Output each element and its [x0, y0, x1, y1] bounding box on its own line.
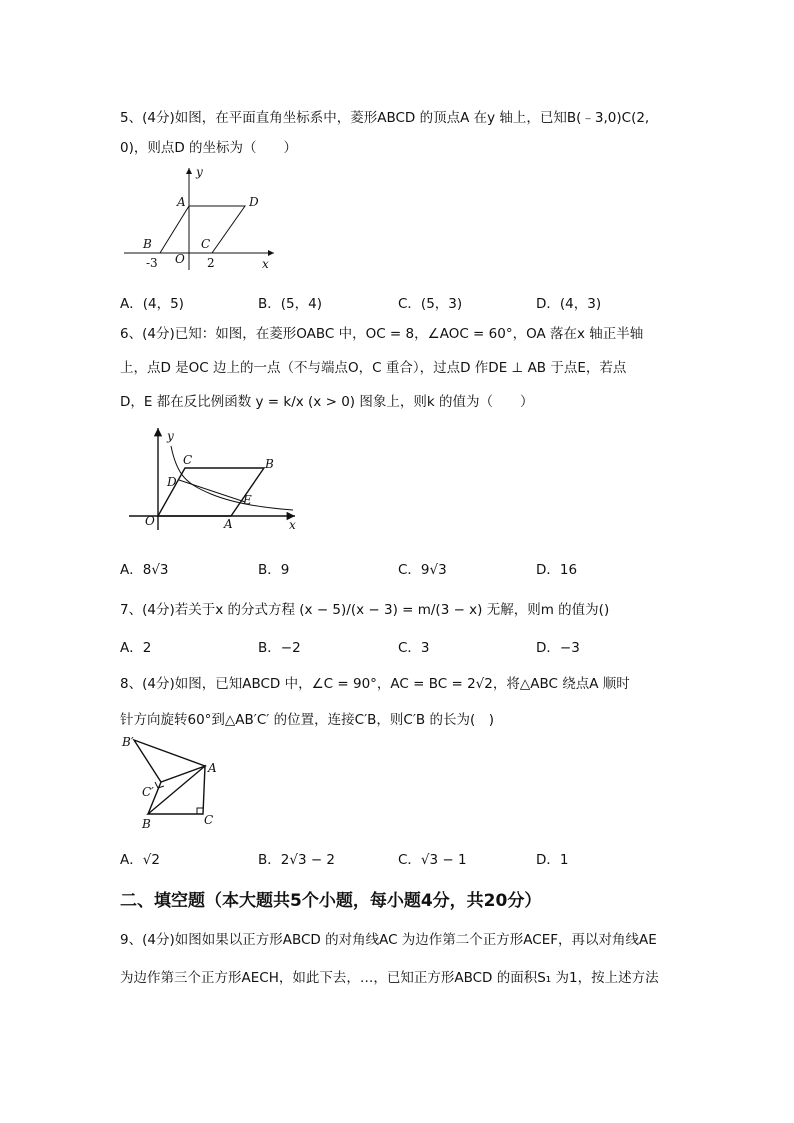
q8-option-b[interactable]: B．2√3 − 2 [258, 852, 336, 868]
q7-option-d[interactable]: D．−3 [536, 640, 580, 656]
q9-text-line2: 为边作第三个正方形AECH，如此下去，…，已知正方形ABCD 的面积S₁ 为1，按上述方法 [120, 970, 659, 986]
q6-label-y: y [167, 429, 174, 443]
q5-text-line1: 5、(4分)如图，在平面直角坐标系中，菱形ABCD 的顶点A 在y 轴上，已知B(﹣3,0)C(2, [120, 110, 650, 126]
q8-options [120, 848, 680, 868]
q5-label-y: y [196, 165, 203, 179]
q6-label-E: E [243, 493, 252, 507]
q6-figure [125, 424, 305, 536]
q6-text-line1: 6、(4分)已知：如图，在菱形OABC 中，OC = 8，∠AOC = 60°，OA 落在x 轴正半轴 [120, 326, 644, 342]
q7-option-c[interactable]: C．3 [398, 640, 430, 656]
q5-option-a[interactable]: A．(4，5) [120, 296, 184, 312]
q6-segment-DE [179, 480, 245, 502]
q6-text-line3: D，E 都在反比例函数 y = k/x (x > 0) 图象上，则k 的值为（ ） [120, 394, 534, 410]
q5-option-b[interactable]: B．(5，4) [258, 296, 322, 312]
q5-label-B: B [143, 237, 152, 251]
q8-label-Cp: C′ [142, 785, 154, 799]
q8-option-d[interactable]: D．1 [536, 852, 569, 868]
q8-label-A: A [208, 761, 217, 775]
section-heading-fill-in: 二、填空题（本大题共5个小题，每小题4分，共20分） [120, 891, 542, 911]
q5-tick-2: 2 [207, 256, 215, 270]
q6-option-a[interactable]: A．8√3 [120, 562, 169, 578]
q7-text-line1: 7、(4分)若关于x 的分式方程 (x − 5)/(x − 3) = m/(3 − x) 无解，则m 的值为() [120, 602, 610, 618]
q9-text-line1: 9、(4分)如图如果以正方形ABCD 的对角线AC 为边作第二个正方形ACEF，再以对角线AE [120, 932, 657, 948]
q5-tick-minus3: -3 [146, 256, 158, 270]
q8-option-a[interactable]: A．√2 [120, 852, 160, 868]
q6-label-D: D [167, 475, 177, 489]
q8-option-c[interactable]: C．√3 − 1 [398, 852, 467, 868]
q6-option-b[interactable]: B．9 [258, 562, 290, 578]
q8-triangle-ABC [148, 766, 205, 814]
q7-options [120, 636, 680, 656]
q8-label-B: B [142, 817, 151, 831]
q5-option-c[interactable]: C．(5，3) [398, 296, 463, 312]
q5-option-d[interactable]: D．(4，3) [536, 296, 602, 312]
q8-figure [118, 732, 228, 834]
q5-label-O: O [175, 252, 185, 266]
q5-label-C: C [201, 237, 211, 251]
q5-text-line2: 0)，则点D 的坐标为（ ） [120, 140, 298, 156]
q5-figure [118, 164, 288, 274]
q6-options [120, 558, 680, 578]
q7-option-a[interactable]: A．2 [120, 640, 152, 656]
q8-label-Bp: B′ [122, 735, 134, 749]
q8-label-C: C [204, 813, 214, 827]
q5-label-x: x [262, 257, 269, 271]
q5-options [120, 292, 680, 312]
q5-label-D: D [249, 195, 259, 209]
q8-text-line2: 针方向旋转60°到△AB′C′ 的位置，连接C′B，则C′B 的长为( ) [120, 712, 494, 728]
q6-option-c[interactable]: C．9√3 [398, 562, 447, 578]
q6-option-d[interactable]: D．16 [536, 562, 578, 578]
q8-text-line1: 8、(4分)如图，已知ABCD 中，∠C = 90°，AC = BC = 2√2，将△ABC 绕点A 顺时 [120, 676, 630, 692]
q6-label-B: B [265, 457, 274, 471]
q7-option-b[interactable]: B．−2 [258, 640, 301, 656]
q5-label-A: A [177, 195, 186, 209]
q8-right-angle-C [197, 808, 203, 814]
q6-label-C: C [183, 453, 193, 467]
q6-label-O: O [145, 514, 155, 528]
q6-label-A: A [224, 517, 233, 531]
q6-text-line2: 上，点D 是OC 边上的一点（不与端点O，C 重合），过点D 作DE ⊥ AB 于点E，若点 [120, 360, 627, 376]
q6-label-x: x [289, 518, 296, 532]
